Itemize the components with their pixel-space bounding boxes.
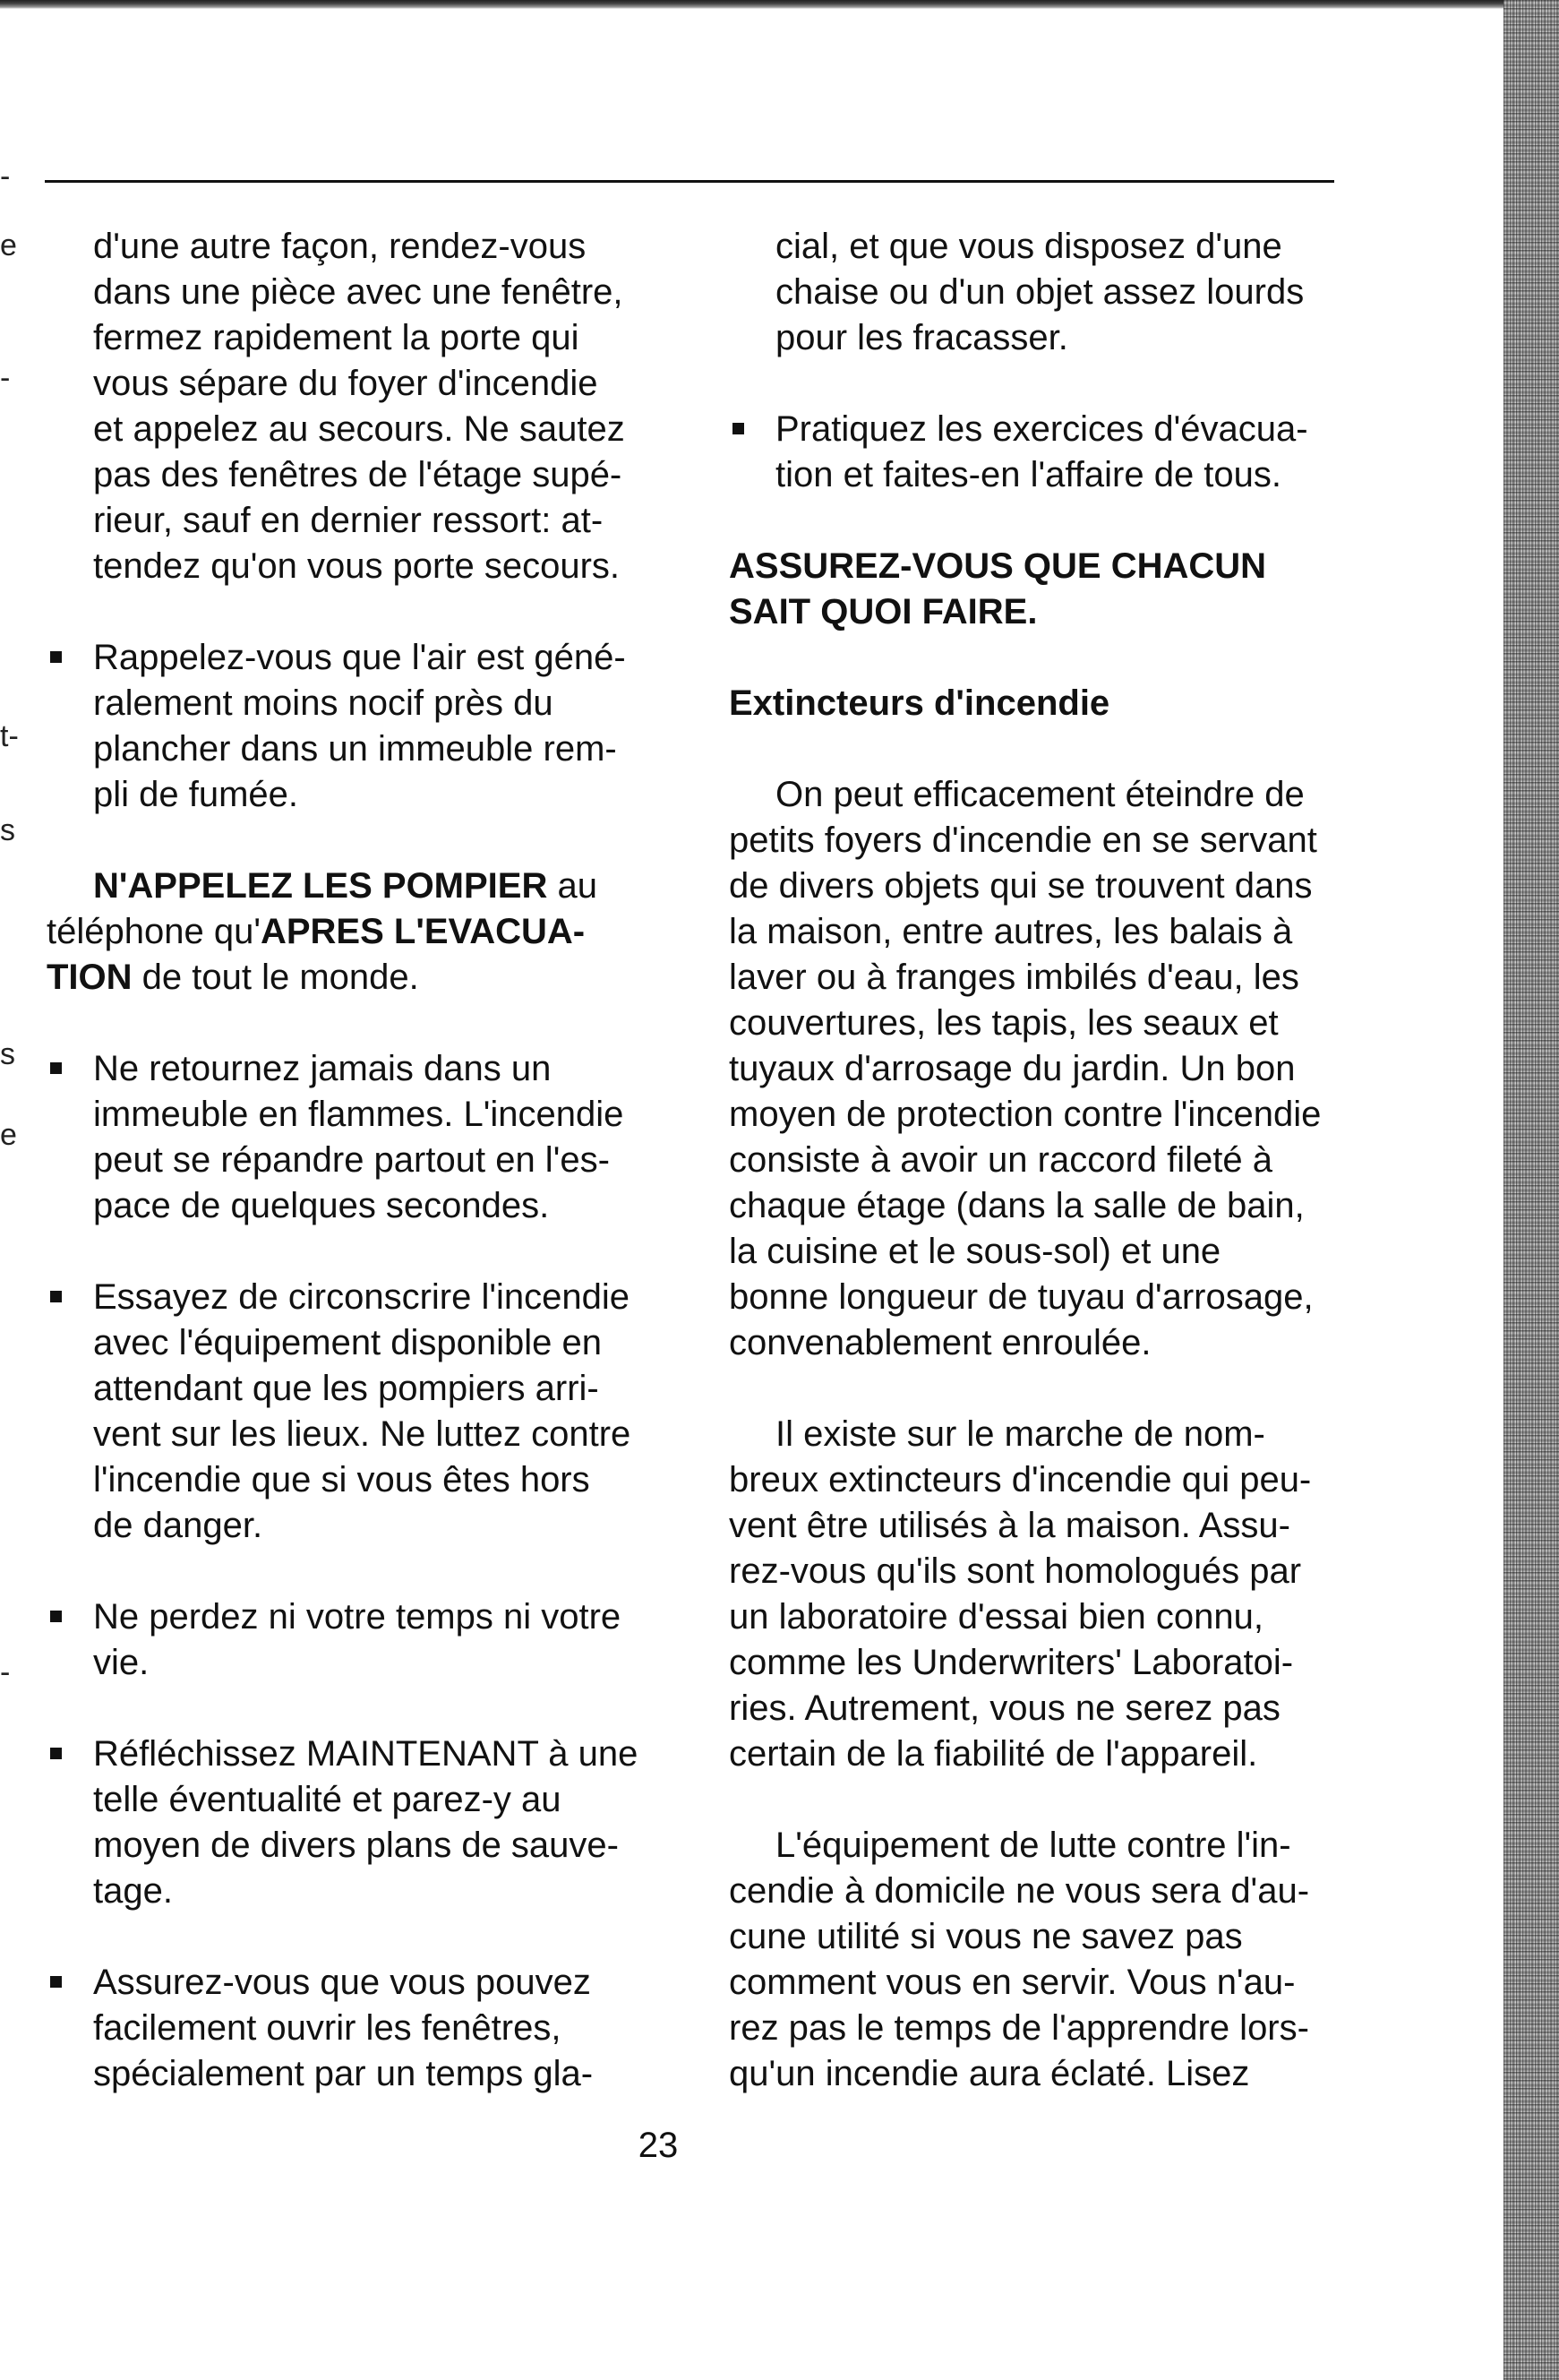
- page-number: 23: [638, 2126, 679, 2165]
- text-line: spécialement par un temps gla-: [93, 2054, 594, 2093]
- subheading-text: Extincteurs d'incendie: [729, 683, 1110, 723]
- continuation-paragraph: [729, 224, 1356, 361]
- text-line: la maison, entre autres, les balais à: [729, 912, 1293, 951]
- text-line: rez pas le temps de l'apprendre lors-: [729, 2008, 1309, 2048]
- plain-text: de tout le monde.: [132, 958, 419, 997]
- text-line: telle éventualité et parez-y au: [93, 1780, 561, 1819]
- text-line: ralement moins nocif près du: [93, 683, 553, 723]
- margin-mark: -: [0, 159, 11, 193]
- bullet-item: [47, 1594, 682, 1686]
- left-column: [47, 224, 682, 2143]
- text-line: Rappelez-vous que l'air est géné-: [93, 638, 626, 677]
- text-line: cendie à domicile ne vous sera d'au-: [729, 1871, 1310, 1911]
- margin-mark: s: [0, 1037, 15, 1071]
- call-notice-paragraph: [47, 864, 682, 1001]
- text-line: l'incendie que si vous êtes hors: [93, 1460, 590, 1499]
- text-line: rez-vous qu'ils sont homologués par: [729, 1551, 1302, 1591]
- text-line: cial, et que vous disposez d'une: [775, 227, 1282, 266]
- text-line: facilement ouvrir les fenêtres,: [93, 2008, 561, 2048]
- square-bullet-icon: [732, 423, 744, 434]
- text-line: comme les Underwriters' Laboratoi-: [729, 1643, 1294, 1682]
- text-line: tage.: [93, 1871, 173, 1911]
- left-margin-marks: [0, 0, 18, 2380]
- text-line: vie.: [93, 1643, 150, 1682]
- bullet-item: [47, 1275, 682, 1549]
- text-line: Pratiquez les exercices d'évacua-: [775, 409, 1308, 449]
- text-line: vent être utilisés à la maison. Assu-: [729, 1506, 1290, 1545]
- bullet-item: [729, 407, 1356, 498]
- text-line: vous sépare du foyer d'incendie: [93, 364, 598, 403]
- text-line: dans une pièce avec une fenêtre,: [93, 272, 623, 312]
- text-line: Réfléchissez MAINTENANT à une: [93, 1734, 638, 1774]
- text-line: consiste à avoir un raccord fileté à: [729, 1140, 1272, 1180]
- bold-text: N'APPELEZ LES POMPIER: [93, 866, 548, 906]
- text-line: convenablement enroulée.: [729, 1323, 1152, 1362]
- text-line: et appelez au secours. Ne sautez: [93, 409, 625, 449]
- text-line: rieur, sauf en dernier ressort: at-: [93, 501, 604, 540]
- bullet-item: [47, 1731, 682, 1914]
- margin-mark: -: [0, 1655, 11, 1689]
- bullet-item: [47, 1960, 682, 2097]
- text-line: [47, 955, 682, 1001]
- plain-text: téléphone qu': [47, 912, 261, 951]
- text-line: plancher dans un immeuble rem-: [93, 729, 617, 769]
- text-line: tion et faites-en l'affaire de tous.: [775, 455, 1282, 494]
- square-bullet-icon: [50, 1976, 62, 1988]
- continuation-paragraph: [47, 224, 682, 589]
- text-line: ries. Autrement, vous ne serez pas: [729, 1688, 1281, 1728]
- text-line: de divers objets qui se trouvent dans: [729, 866, 1313, 906]
- text-line: fermez rapidement la porte qui: [93, 318, 579, 357]
- bold-text: TION: [47, 958, 133, 997]
- text-line: breux extincteurs d'incendie qui peu-: [729, 1460, 1312, 1499]
- text-line: Ne perdez ni votre temps ni votre: [93, 1597, 621, 1637]
- text-line: tendez qu'on vous porte secours.: [93, 546, 621, 586]
- text-line: vent sur les lieux. Ne luttez contre: [93, 1414, 631, 1454]
- header-rule: [45, 180, 1334, 183]
- margin-mark: s: [0, 813, 15, 847]
- bold-text: APRES L'EVACUA-: [260, 912, 586, 951]
- margin-mark: e: [0, 1118, 17, 1152]
- text-line: attendant que les pompiers arri-: [93, 1369, 599, 1408]
- scan-top-edge: [0, 0, 1559, 9]
- scan-binding-edge: [1503, 0, 1559, 2380]
- subsection-heading: [729, 681, 1356, 726]
- text-line: Il existe sur le marche de nom-: [775, 1414, 1265, 1454]
- text-line: moyen de divers plans de sauve-: [93, 1826, 619, 1865]
- text-line: pour les fracasser.: [775, 318, 1068, 357]
- square-bullet-icon: [50, 1291, 62, 1302]
- text-line: immeuble en flammes. L'incendie: [93, 1095, 624, 1134]
- margin-mark: t-: [0, 719, 19, 753]
- body-paragraph: [729, 1823, 1356, 2097]
- text-line: de danger.: [93, 1506, 263, 1545]
- margin-mark: -: [0, 361, 11, 395]
- text-line: un laboratoire d'essai bien connu,: [729, 1597, 1263, 1637]
- text-line: avec l'équipement disponible en: [93, 1323, 603, 1362]
- text-line: laver ou à franges imbilés d'eau, les: [729, 958, 1299, 997]
- text-line: moyen de protection contre l'incendie: [729, 1095, 1322, 1134]
- text-line: couvertures, les tapis, les seaux et: [729, 1003, 1279, 1043]
- text-line: certain de la fiabilité de l'appareil.: [729, 1734, 1258, 1774]
- text-line: Essayez de circonscrire l'incendie: [93, 1277, 630, 1317]
- text-line: bonne longueur de tuyau d'arrosage,: [729, 1277, 1314, 1317]
- text-line: L'équipement de lutte contre l'in-: [775, 1826, 1291, 1865]
- text-line: Assurez-vous que vous pouvez: [93, 1963, 591, 2002]
- text-line: chaise ou d'un objet assez lourds: [775, 272, 1305, 312]
- plain-text: au: [547, 866, 597, 906]
- margin-mark: e: [0, 228, 17, 262]
- right-column: [729, 224, 1356, 2143]
- square-bullet-icon: [50, 1611, 62, 1622]
- text-line: [47, 864, 682, 909]
- text-line: petits foyers d'incendie en se servant: [729, 821, 1317, 860]
- text-line: pace de quelques secondes.: [93, 1186, 550, 1225]
- heading-line: SAIT QUOI FAIRE.: [729, 592, 1038, 632]
- text-line: d'une autre façon, rendez-vous: [93, 227, 587, 266]
- square-bullet-icon: [50, 651, 62, 663]
- text-line: peut se répandre partout en l'es-: [93, 1140, 610, 1180]
- body-paragraph: [729, 1412, 1356, 1777]
- body-paragraph: [729, 772, 1356, 1366]
- text-line: comment vous en servir. Vous n'au-: [729, 1963, 1296, 2002]
- text-line: cune utilité si vous ne savez pas: [729, 1917, 1243, 1956]
- text-line: la cuisine et le sous-sol) et une: [729, 1232, 1221, 1271]
- text-line: pli de fumée.: [93, 775, 299, 814]
- text-line: pas des fenêtres de l'étage supé-: [93, 455, 622, 494]
- text-line: Ne retournez jamais dans un: [93, 1049, 552, 1088]
- square-bullet-icon: [50, 1062, 62, 1074]
- bullet-item: [47, 1046, 682, 1229]
- section-heading: [729, 544, 1356, 635]
- text-line: [47, 909, 682, 955]
- heading-line: ASSUREZ-VOUS QUE CHACUN: [729, 546, 1267, 586]
- text-line: chaque étage (dans la salle de bain,: [729, 1186, 1305, 1225]
- text-line: qu'un incendie aura éclaté. Lisez: [729, 2054, 1250, 2093]
- bullet-item: [47, 635, 682, 818]
- square-bullet-icon: [50, 1748, 62, 1759]
- text-line: tuyaux d'arrosage du jardin. Un bon: [729, 1049, 1296, 1088]
- text-line: On peut efficacement éteindre de: [775, 775, 1305, 814]
